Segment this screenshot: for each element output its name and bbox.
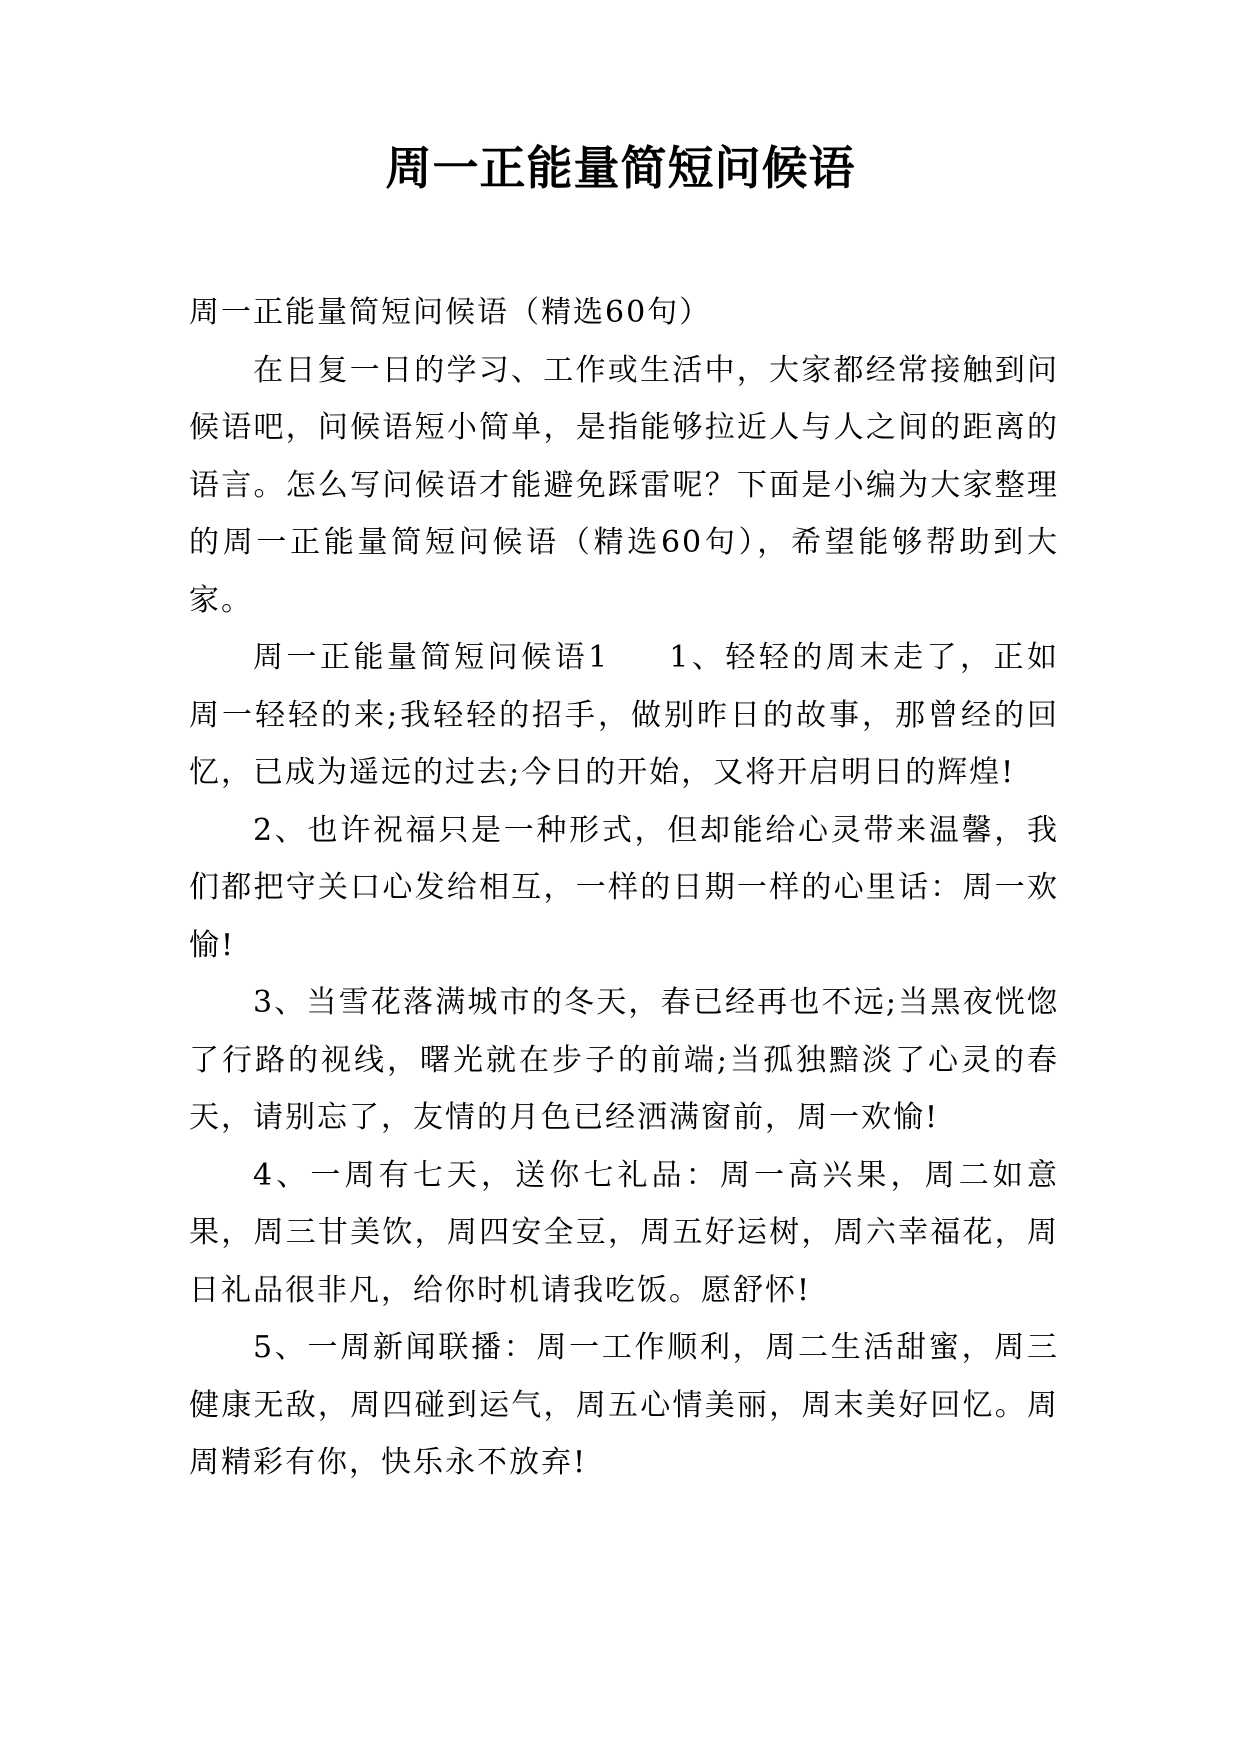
list-item: 5、一周新闻联播：周一工作顺利，周二生活甜蜜，周三健康无敌，周四碰到运气，周五心情美丽，周末美好回忆。周周精彩有你，快乐永不放弃! bbox=[189, 1330, 1059, 1480]
list-item: 3、当雪花落满城市的冬天，春已经再也不远;当黑夜恍惚了行路的视线，曙光就在步子的前端;当孤独黯淡了心灵的春天，请别忘了，友情的月色已经洒满窗前，周一欢愉! bbox=[189, 985, 1059, 1135]
section-first-paragraph bbox=[189, 629, 1059, 802]
intro-paragraph: 在日复一日的学习、工作或生活中，大家都经常接触到问候语吧，问候语短小简单，是指能够拉近人与人之间的距离的语言。怎么写问候语才能避免踩雷呢？下面是小编为大家整理的周一正能量简短问候语（精选60句），希望能够帮助到大家。 bbox=[189, 352, 1059, 618]
subtitle-paragraph: 周一正能量简短问候语（精选60句） bbox=[189, 295, 712, 330]
document-title: 周一正能量简短问候语 bbox=[385, 141, 856, 195]
document-body bbox=[189, 284, 1059, 1492]
section-heading: 周一正能量简短问候语1 bbox=[253, 640, 610, 675]
list-item: 1、轻轻的周末走了，正如周一轻轻的来;我轻轻的招手，做别昨日的故事，那曾经的回忆，已成为遥远的过去;今日的开始，又将开启明日的辉煌! bbox=[189, 640, 1060, 790]
list-item: 4、一周有七天，送你七礼品：周一高兴果，周二如意果，周三甘美饮，周四安全豆，周五好运树，周六幸福花，周日礼品很非凡，给你时机请我吃饭。愿舒怀! bbox=[189, 1157, 1059, 1308]
list-item: 2、也许祝福只是一种形式，但却能给心灵带来温馨，我们都把守关口心发给相互，一样的日期一样的心里话：周一欢愉! bbox=[189, 812, 1059, 963]
